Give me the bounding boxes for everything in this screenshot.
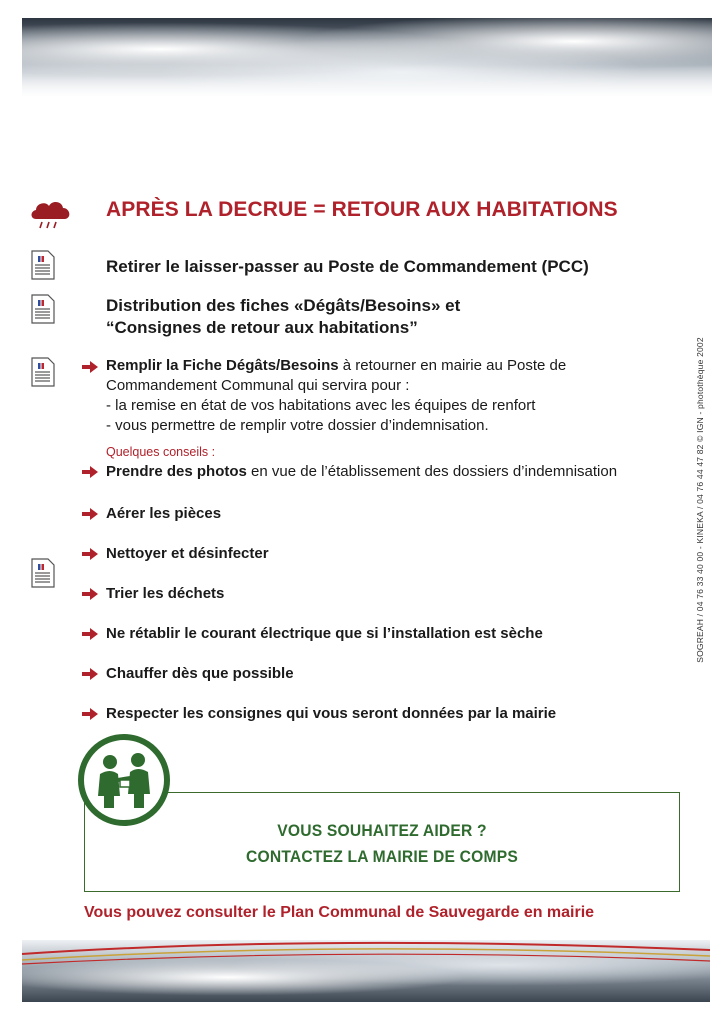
photo-credit-text: SOGREAH / 04 76 33 40 00 - KINEKA / 04 76 44 47 82 © IGN - photothèque 2002: [695, 337, 705, 663]
fiche-line2: Commandement Communal qui servira pour :: [106, 377, 410, 394]
distribution-heading-line1: Distribution des fiches «Dégâts/Besoins» et: [106, 296, 461, 315]
conseil-trier: Trier les déchets: [106, 585, 225, 602]
fiche-line4: - vous permettre de remplir votre dossier d’indemnisation.: [106, 417, 489, 434]
bottom-stripes-decoration: [22, 930, 710, 970]
arrow-right-icon: [82, 628, 98, 640]
contact-line1: VOUS SOUHAITEZ AIDER ?: [277, 821, 487, 840]
document-icon: [31, 250, 55, 280]
people-handshake-icon: [78, 734, 170, 826]
document-icon: [31, 558, 55, 588]
contact-box: [84, 792, 680, 892]
contact-line2: CONTACTEZ LA MAIRIE DE COMPS: [246, 847, 518, 866]
fiche-rest: à retourner en mairie au Poste de: [338, 357, 567, 374]
conseil-photos: [106, 462, 617, 481]
distribution-heading-line2: “Consignes de retour aux habitations”: [106, 318, 418, 337]
arrow-right-icon: [82, 588, 98, 600]
conseil-photos-rest: en vue de l’établissement des dossiers d’indemnisation: [246, 463, 618, 480]
rain-cloud-icon: [28, 197, 74, 231]
fiche-line3: - la remise en état de vos habitations avec les équipes de renfort: [106, 397, 536, 414]
conseil-chauffer: Chauffer dès que possible: [106, 665, 294, 682]
arrow-right-icon: [82, 466, 98, 478]
footer-note: Vous pouvez consulter le Plan Communal de Sauvegarde en mairie: [84, 904, 595, 921]
conseil-respecter: Respecter les consignes qui vous seront données par la mairie: [106, 705, 557, 722]
arrow-right-icon: [82, 668, 98, 680]
fiche-line1: [106, 356, 566, 375]
arrow-right-icon: [82, 508, 98, 520]
top-water-banner: [22, 18, 712, 96]
conseil-nettoyer: Nettoyer et désinfecter: [106, 545, 269, 562]
document-icon: [31, 294, 55, 324]
arrow-right-icon: [82, 708, 98, 720]
conseil-aerer: Aérer les pièces: [106, 505, 222, 522]
page-title: APRÈS LA DECRUE = RETOUR AUX HABITATIONS: [106, 198, 618, 221]
retirer-heading: Retirer le laisser-passer au Poste de Commandement (PCC): [106, 257, 589, 276]
fiche-bold: Remplir la Fiche Dégâts/Besoins: [106, 357, 339, 374]
conseil-photos-bold: Prendre des photos: [106, 463, 247, 480]
conseil-courant: Ne rétablir le courant électrique que si l’installation est sèche: [106, 625, 543, 642]
conseils-label: Quelques conseils :: [106, 445, 216, 459]
document-icon: [31, 357, 55, 387]
arrow-right-icon: [82, 548, 98, 560]
arrow-right-icon: [82, 361, 98, 373]
